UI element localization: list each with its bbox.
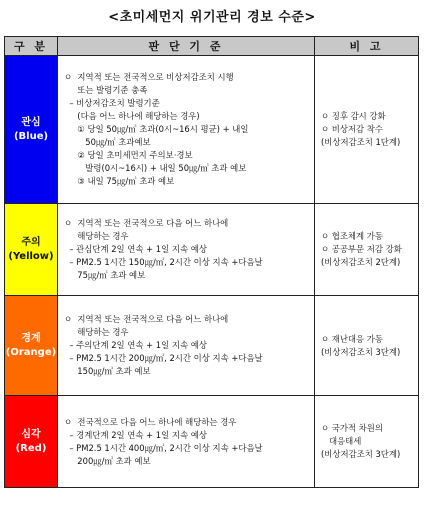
- header-remarks: 비 고: [315, 37, 419, 56]
- criteria-line: 200㎍/㎥ 초과 예보: [64, 455, 151, 466]
- remark-line: 대응태세: [321, 436, 362, 446]
- remark-line: (비상저감조치 3단계): [321, 346, 401, 357]
- remarks-cell-red: [315, 396, 419, 488]
- table-row-yellow: [5, 204, 419, 296]
- criteria-line: – 관심단계 2일 연속 + 1일 지속 예상: [64, 244, 207, 254]
- remarks-cell-blue: [315, 56, 419, 204]
- level-color: (Blue): [13, 130, 49, 142]
- criteria-line: (다음 어느 하나에 해당하는 경우): [64, 111, 200, 121]
- criteria-line: – PM2.5 1시간 400㎍/㎥, 2시간 이상 지속 +다음날: [64, 442, 263, 453]
- criteria-line: 50㎍/㎥ 초과예보: [64, 137, 151, 147]
- level-name: 경계: [21, 332, 41, 344]
- level-cell-blue: [5, 56, 58, 204]
- criteria-line: – PM2.5 1시간 200㎍/㎥, 2시간 이상 지속 +다음날: [64, 353, 263, 363]
- remark-line: (비상저감조치 3단계): [321, 449, 401, 459]
- header-category: 구 분: [5, 37, 58, 56]
- criteria-cell-orange: [58, 296, 315, 396]
- table-header-row: [5, 37, 419, 56]
- level-name: 심각: [21, 428, 41, 440]
- criteria-line: 75㎍/㎥ 초과 예보: [64, 270, 146, 280]
- header-criteria: 판 단 기 준: [58, 37, 315, 56]
- criteria-line: 또는 발령기준 충족: [64, 85, 148, 95]
- criteria-line: ① 당일 50㎍/㎥ 초과(0시~16시 평균) + 내일: [64, 124, 249, 134]
- remark-line: ㅇ 공공부문 저감 강화: [321, 244, 402, 254]
- remarks-cell-orange: [315, 296, 419, 396]
- table-row-orange: [5, 296, 419, 396]
- criteria-line: ③ 내일 75㎍/㎥ 초과 예보: [64, 176, 175, 186]
- level-cell-orange: [5, 296, 58, 396]
- level-name: 관심: [21, 116, 41, 128]
- criteria-line: – 주의단계 2일 연속 + 1일 지속 예상: [64, 340, 207, 350]
- criteria-line: ㅇ 지역적 또는 전국적으로 다음 어느 하나에: [64, 314, 229, 324]
- remark-line: ㅇ 재난대응 가동: [321, 333, 383, 344]
- remark-line: (비상저감조치 2단계): [321, 257, 401, 267]
- level-cell-yellow: [5, 204, 58, 296]
- criteria-line: ㅇ 지역적 또는 전국적으로 비상저감조치 시행: [64, 72, 234, 82]
- criteria-line: ㅇ 전국적으로 다음 어느 하나에 해당하는 경우: [64, 416, 237, 427]
- criteria-line: – PM2.5 1시간 150㎍/㎥, 2시간 이상 지속 +다음날: [64, 257, 263, 267]
- criteria-line: ㅇ 지역적 또는 전국적으로 다음 어느 하나에: [64, 218, 229, 228]
- level-cell-red: [5, 396, 58, 488]
- remark-line: ㅇ 비상저감 착수: [321, 124, 383, 134]
- table-row-blue: [5, 56, 419, 204]
- criteria-cell-blue: [58, 56, 315, 204]
- document-title: <초미세먼지 위기관리 경보 수준>: [108, 10, 316, 25]
- remarks-cell-yellow: [315, 204, 419, 296]
- criteria-cell-yellow: [58, 204, 315, 296]
- alert-level-table: [4, 36, 419, 488]
- remark-line: ㅇ 징후 감시 강화: [321, 111, 386, 121]
- level-color: (Orange): [5, 346, 57, 358]
- criteria-line: 발령(0시~16시) + 내일 50㎍/㎥ 초과 예보: [64, 163, 247, 173]
- criteria-line: – 비상저감조치 발령기준: [64, 98, 160, 108]
- level-color: (Red): [15, 442, 47, 454]
- remark-line: (비상저감조치 1단계): [321, 137, 401, 147]
- remark-line: ㅇ 협조체계 가동: [321, 231, 383, 241]
- remark-line: ㅇ 국가적 차원의: [321, 423, 383, 433]
- level-name: 주의: [21, 236, 41, 248]
- criteria-line: – 경계단계 2일 연속 + 1일 지속 예상: [64, 429, 207, 440]
- criteria-line: 해당하는 경우: [64, 231, 129, 241]
- table-row-red: [5, 396, 419, 488]
- level-color: (Yellow): [8, 250, 54, 262]
- criteria-cell-red: [58, 396, 315, 488]
- criteria-line: ② 당일 초미세먼지 주의보·경보: [64, 150, 193, 160]
- criteria-line: 해당하는 경우: [64, 327, 129, 337]
- criteria-line: 150㎍/㎥ 초과 예보: [64, 366, 151, 376]
